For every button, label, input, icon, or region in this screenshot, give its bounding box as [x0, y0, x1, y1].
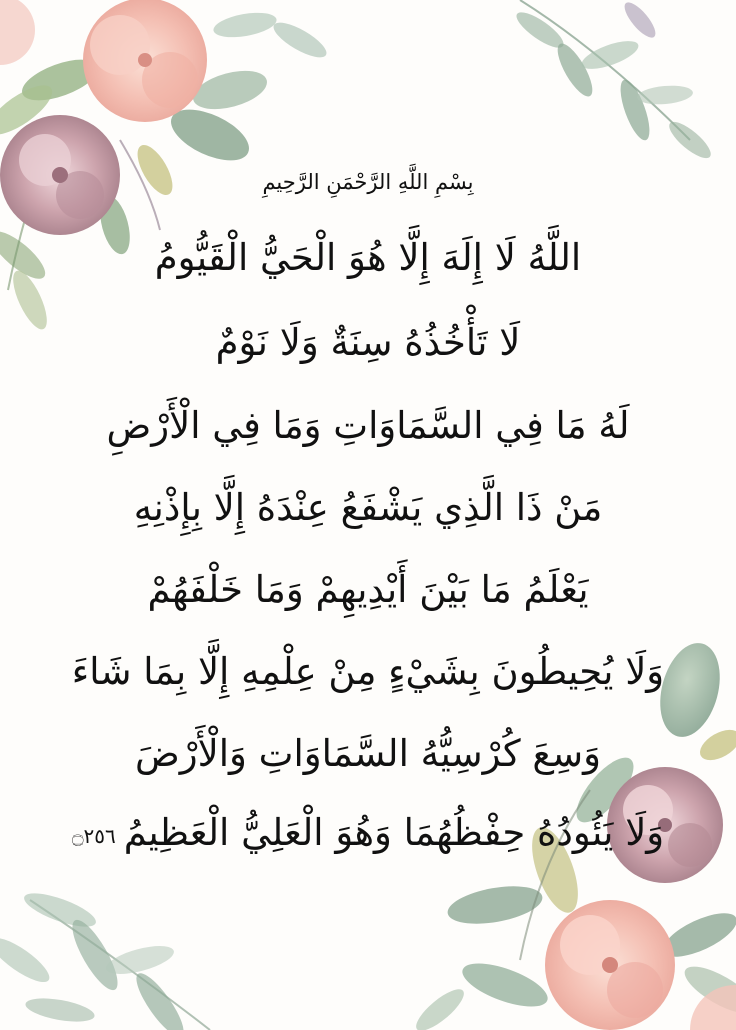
- verse-line: لَهُ مَا فِي السَّمَاوَاتِ وَمَا فِي الْأَرْضِ: [106, 404, 630, 447]
- verse-line: اللَّهُ لَا إِلَهَ إِلَّا هُوَ الْحَيُّ الْقَيُّومُ: [154, 236, 582, 279]
- verse-line: لَا تَأْخُذُهُ سِنَةٌ وَلَا نَوْمٌ: [215, 321, 521, 364]
- verse-line: يَعْلَمُ مَا بَيْنَ أَيْدِيهِمْ وَمَا خَلْفَهُمْ: [147, 568, 589, 611]
- verse-line: وَلَا يُحِيطُونَ بِشَيْءٍ مِنْ عِلْمِهِ إِلَّا بِمَا شَاءَ: [71, 650, 665, 693]
- verse-line: مَنْ ذَا الَّذِي يَشْفَعُ عِنْدَهُ إِلَّا بِإِذْنِهِ: [133, 486, 603, 529]
- verse-line: وَسِعَ كُرْسِيُّهُ السَّمَاوَاتِ وَالْأَرْضَ: [135, 732, 601, 775]
- bismillah-heading: بِسْمِ اللَّهِ الرَّحْمَنِ الرَّحِيمِ: [262, 170, 474, 194]
- verse-line-last: [60, 807, 676, 862]
- ayah-number-marker: ۝٢٥٦: [71, 823, 116, 848]
- verse-text: وَلَا يَئُودُهُ حِفْظُهُمَا وَهُوَ الْعَلِيُّ الْعَظِيمُ: [123, 811, 665, 854]
- verse-block: [60, 0, 676, 1030]
